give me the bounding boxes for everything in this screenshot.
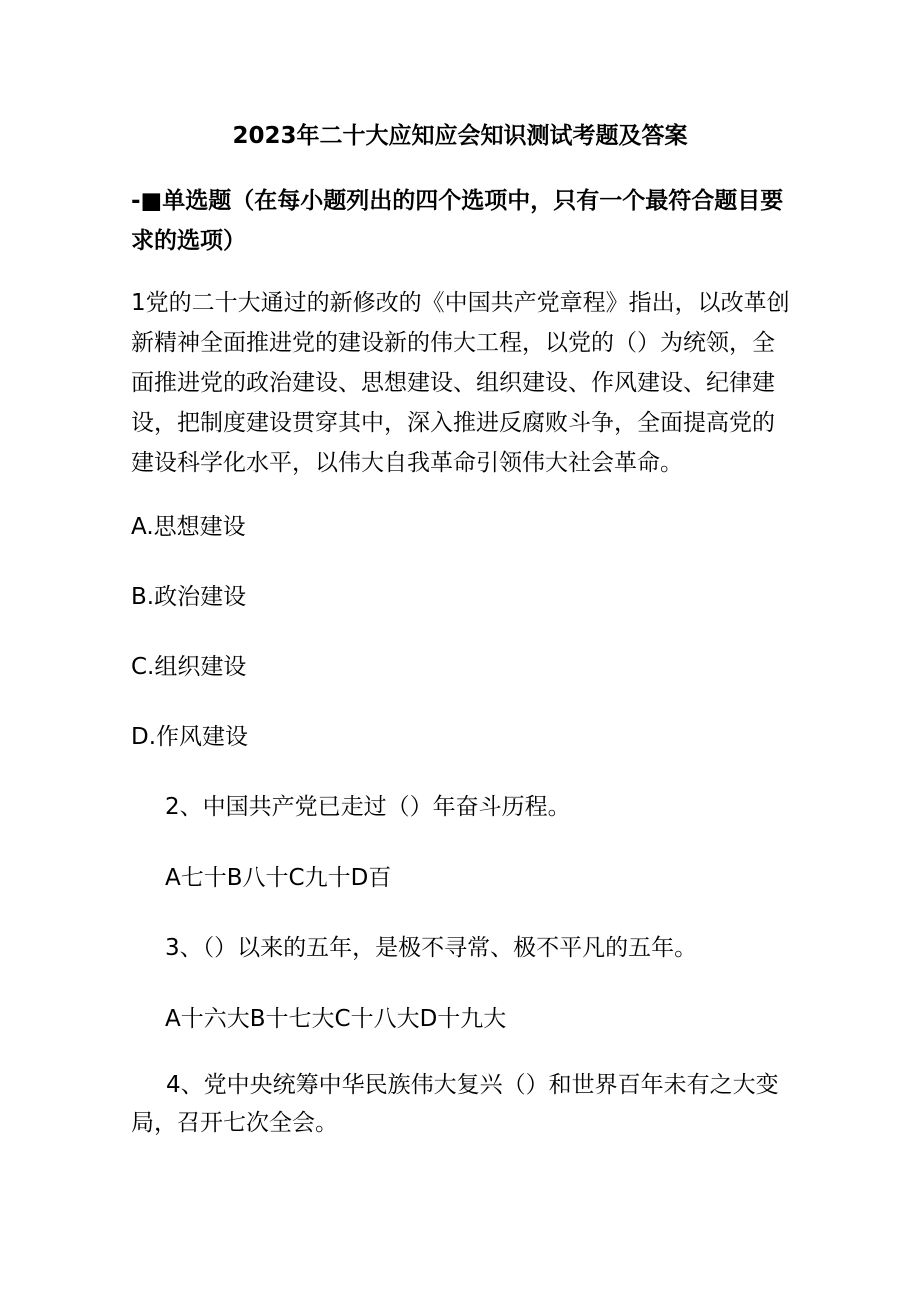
question-1-stem: 1党的二十大通过的新修改的《中国共产党章程》指出，以改革创新精神全面推进党的建设新的伟大工程，以党的（）为统领，全面推进党的政治建设、思想建设、组织建设、作风建设、纪律建设，把制度建设贯穿其中，深入推进反腐败斗争，全面提高党的建设科学化水平，以伟大自我革命引领伟大社会革命。 (131, 290, 790, 476)
question-1-option-c: C.组织建设 (131, 654, 247, 680)
question-3-options: A十六大B十七大C十八大D十九大 (165, 1006, 507, 1032)
section-heading: -■单选题（在每小题列出的四个选项中，只有一个最符合题目要求的选项） (131, 188, 784, 254)
question-1-option-a: A.思想建设 (131, 514, 246, 540)
question-1-option-b: B.政治建设 (131, 584, 247, 610)
question-4-stem: 4、党中央统筹中华民族伟大复兴（）和世界百年未有之大变局，召开七次全会。 (131, 1072, 779, 1136)
document-title: 2023年二十大应知应会知识测试考题及答案 (232, 123, 688, 149)
question-2-stem: 2、中国共产党已走过（）年奋斗历程。 (165, 794, 571, 820)
question-3-stem: 3、（）以来的五年，是极不寻常、极不平凡的五年。 (165, 935, 698, 961)
question-2-options: A七十B八十C九十D百 (165, 865, 392, 891)
question-1-option-d: D.作风建设 (131, 724, 249, 750)
